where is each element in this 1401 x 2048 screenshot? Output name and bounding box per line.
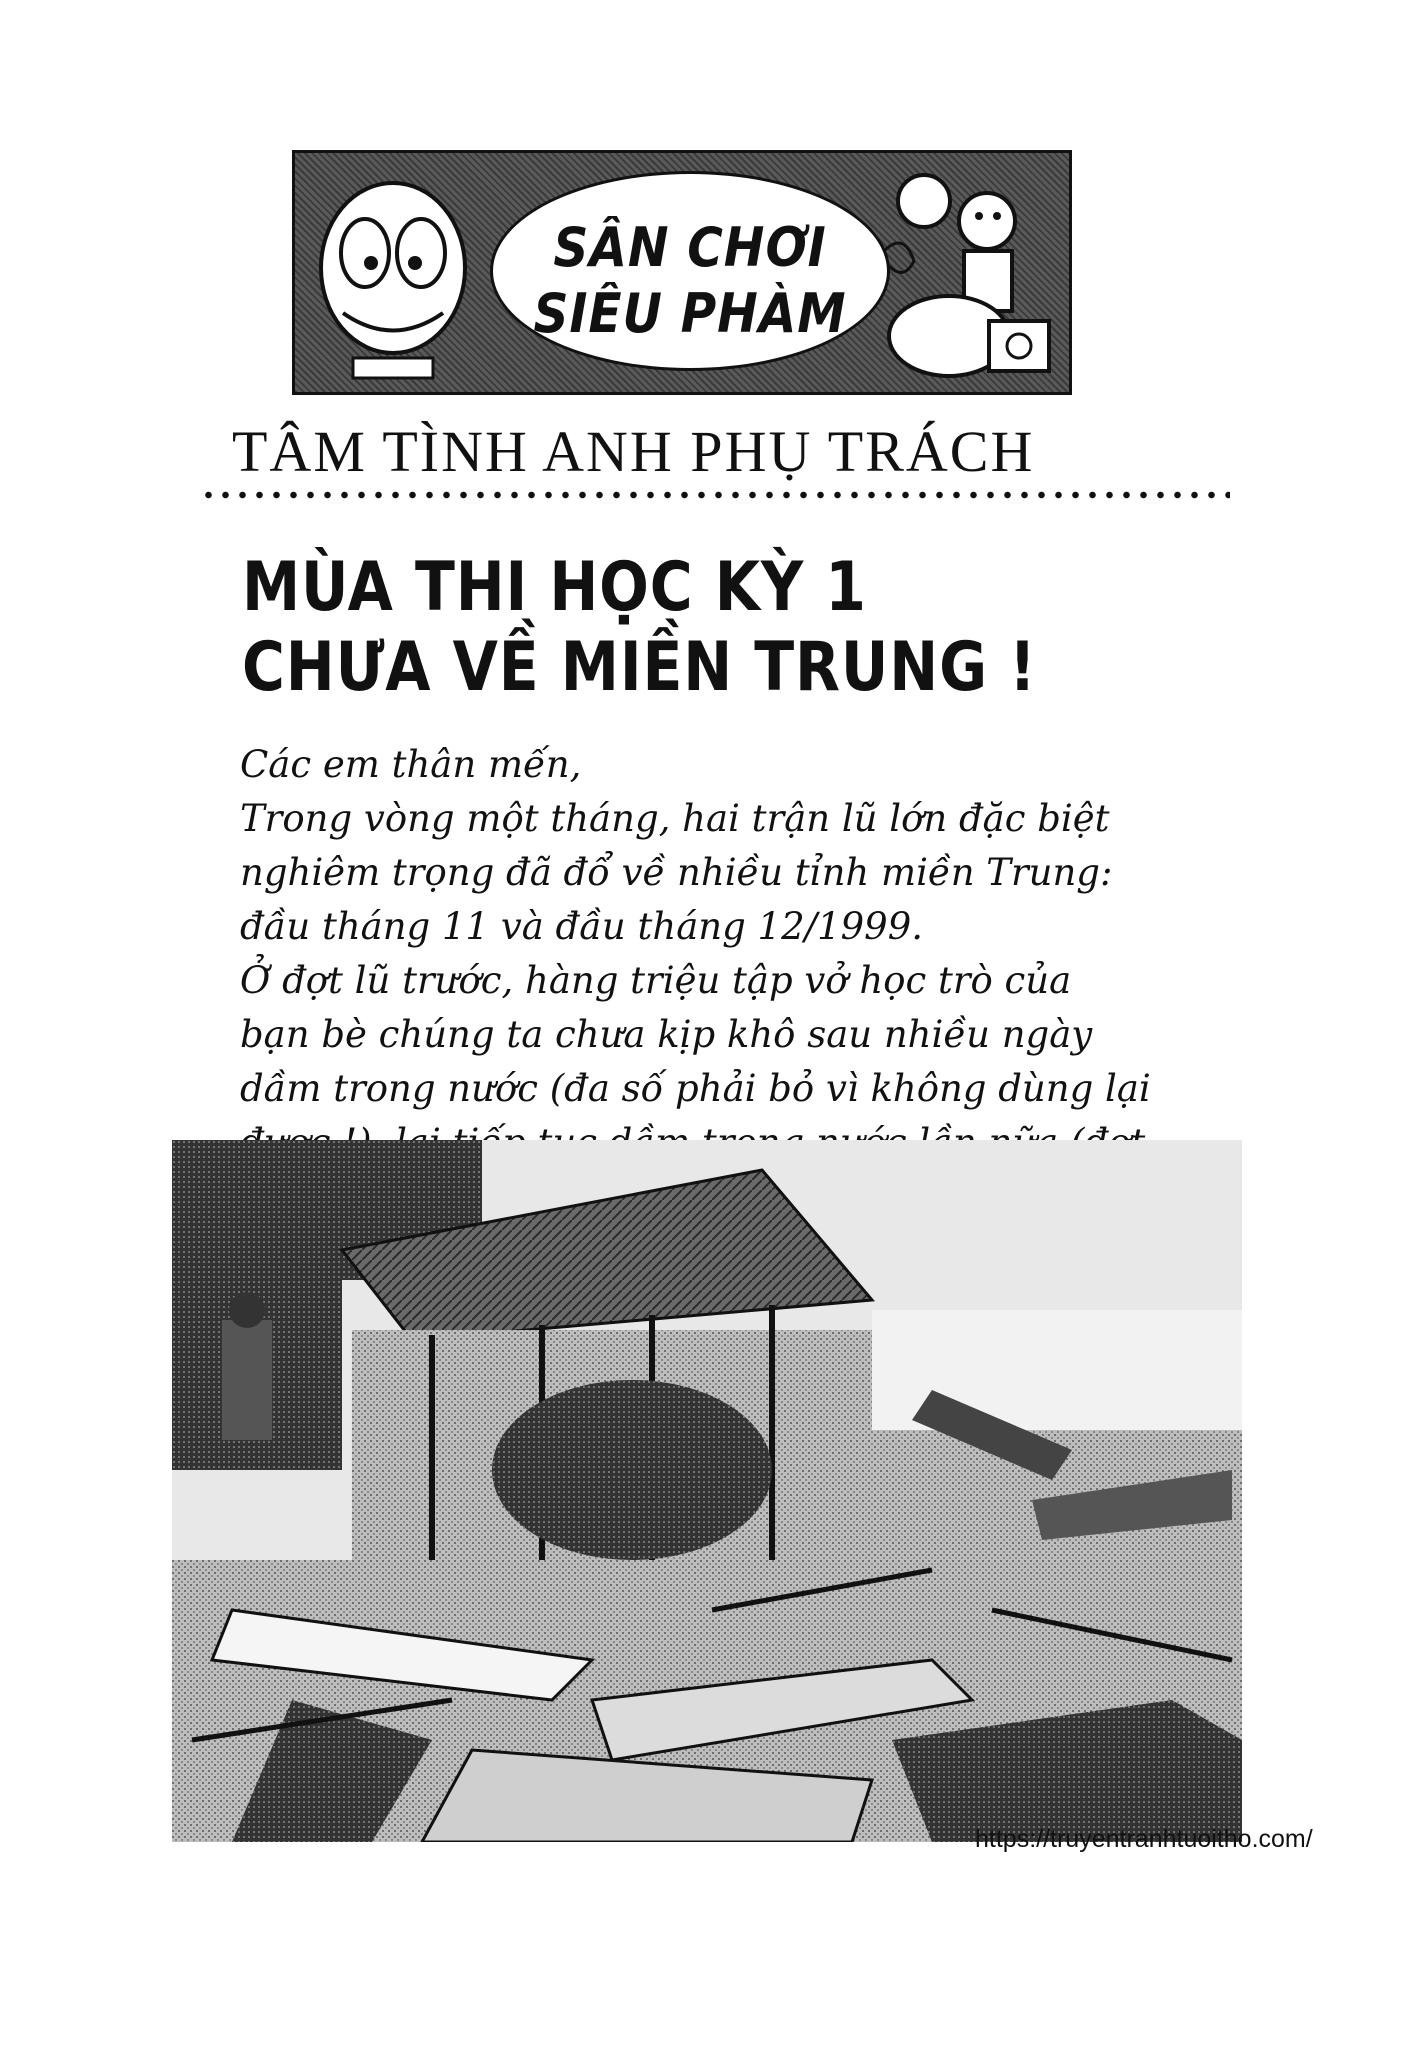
- body-line: Trong vòng một tháng, hai trận lũ lớn đặc biệt: [240, 797, 1110, 840]
- banner-title-line2: SIÊU PHÀM: [533, 282, 847, 345]
- banner-title-line1: SÂN CHƠI: [553, 216, 827, 279]
- dotted-divider: [200, 490, 1230, 500]
- section-banner: [292, 150, 1072, 395]
- section-title: TÂM TÌNH ANH PHỤ TRÁCH: [232, 419, 1035, 484]
- article-body: [240, 738, 1240, 1170]
- cartoon-characters-right-icon: [869, 161, 1059, 391]
- body-line: Các em thân mến,: [240, 743, 582, 786]
- watermark-url[interactable]: https://truyentranhtuoitho.com/: [975, 1825, 1313, 1853]
- body-line: Ở đợt lũ trước, hàng triệu tập vở học trò của: [240, 959, 1072, 1002]
- body-line: dầm trong nước (đa số phải bỏ vì không dùng lại: [240, 1067, 1151, 1110]
- cartoon-character-left-icon: [313, 173, 473, 383]
- headline-line1: MÙA THI HỌC KỲ 1: [242, 548, 867, 627]
- body-line: nghiêm trọng đã đổ về nhiều tỉnh miền Trung:: [240, 851, 1113, 894]
- body-line: bạn bè chúng ta chưa kịp khô sau nhiều ngày: [240, 1013, 1093, 1056]
- banner-title-bubble: [490, 171, 890, 371]
- flood-damage-photo: [172, 1140, 1242, 1842]
- headline-line2: CHƯA VỀ MIỀN TRUNG !: [242, 628, 1037, 707]
- body-line: đầu tháng 11 và đầu tháng 12/1999.: [240, 905, 924, 948]
